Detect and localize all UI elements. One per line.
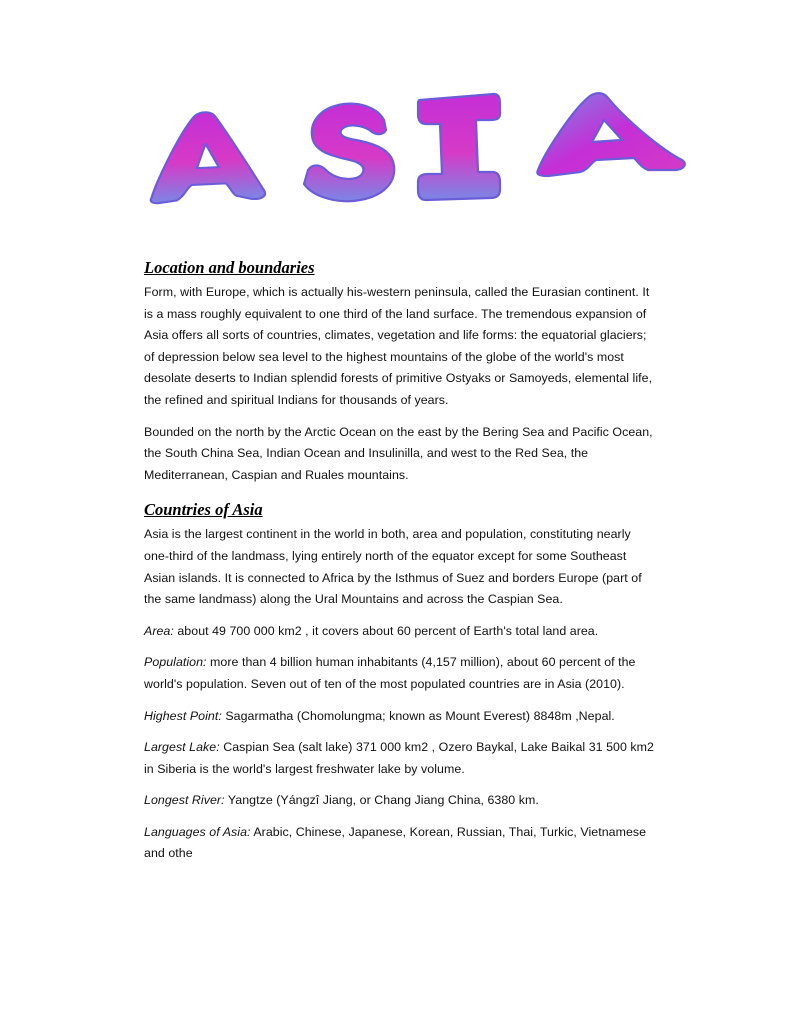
fact-highest-point-text: Sagarmatha (Chomolungma; known as Mount Everest) 8848m ,Nepal. (221, 708, 615, 723)
fact-languages-label: Languages of Asia: (144, 824, 251, 839)
section-heading-countries: Countries of Asia (144, 500, 263, 520)
asia-wordart-letters (146, 93, 685, 204)
fact-population-text: more than 4 billion human inhabitants (4,157 million), about 60 percent of the world's population. Seven out of ten of the most populated countries are in Asia (2010). (144, 655, 636, 691)
fact-longest-river-label: Longest River: (144, 793, 225, 808)
fact-longest-river (144, 790, 654, 812)
fact-highest-point-label: Highest Point: (144, 708, 222, 723)
fact-area (144, 621, 654, 643)
fact-population-label: Population: (144, 655, 207, 670)
fact-area-label: Area: (144, 623, 174, 638)
letter-a-right (537, 93, 685, 176)
asia-wordart-title (140, 88, 690, 218)
section-heading-location: Location and boundaries (144, 258, 315, 277)
fact-largest-lake-text: Caspian Sea (salt lake) 371 000 km2 , Ozero Baykal, Lake Baikal 31 500 km2 in Siberia is the world's largest freshwater lake by volume. (144, 740, 654, 776)
fact-longest-river-text: Yangtze (Yángzî Jiang, or Chang Jiang China, 6380 km. (224, 793, 539, 808)
paragraph-countries-intro: Asia is the largest continent in the world in both, area and population, constituting nearly one-third of the landmass, lying entirely north of the equator except for some Southeast Asian islands. It is connected to Africa by the Isthmus of Suez and borders Europe (part of the same landmass) along the Ural Mountains and across the Caspian Sea. (144, 527, 642, 607)
letter-i (418, 94, 500, 200)
paragraph-location-2: Bounded on the north by the Arctic Ocean on the east by the Bering Sea and Pacific Ocean, the South China Sea, Indian Ocean and Insulinilla, and west to the Red Sea, the Mediterranean, Caspian and Ruales mountains. (144, 424, 653, 482)
fact-area-text: about 49 700 000 km2 , it covers about 60 percent of Earth's total land area. (173, 623, 599, 638)
fact-languages-text: Arabic, Chinese, Japanese, Korean, Russian, Thai, Turkic, Vietnamese and othe (144, 824, 647, 861)
paragraph-location-1: Form, with Europe, which is actually his-western peninsula, called the Eurasian continent. It is a mass roughly equivalent to one third of the land surface. The tremendous expansion of Asia offers all sorts of countries, climates, vegetation and life forms: the equatorial glaciers; of depression below sea level to the highest mountains of the globe of the world's most desolate deserts to Indian splendid forests of primitive Ostyaks or Samoyeds, elemental life, the refined and spiritual Indians for thousands of years. (144, 285, 653, 407)
fact-highest-point (144, 706, 654, 728)
fact-population (144, 652, 654, 695)
letter-s (304, 104, 394, 202)
fact-largest-lake-label: Largest Lake: (144, 740, 220, 755)
document-body (144, 258, 654, 875)
fact-largest-lake (144, 737, 654, 780)
fact-languages (144, 822, 654, 865)
letter-a-left (146, 110, 265, 204)
